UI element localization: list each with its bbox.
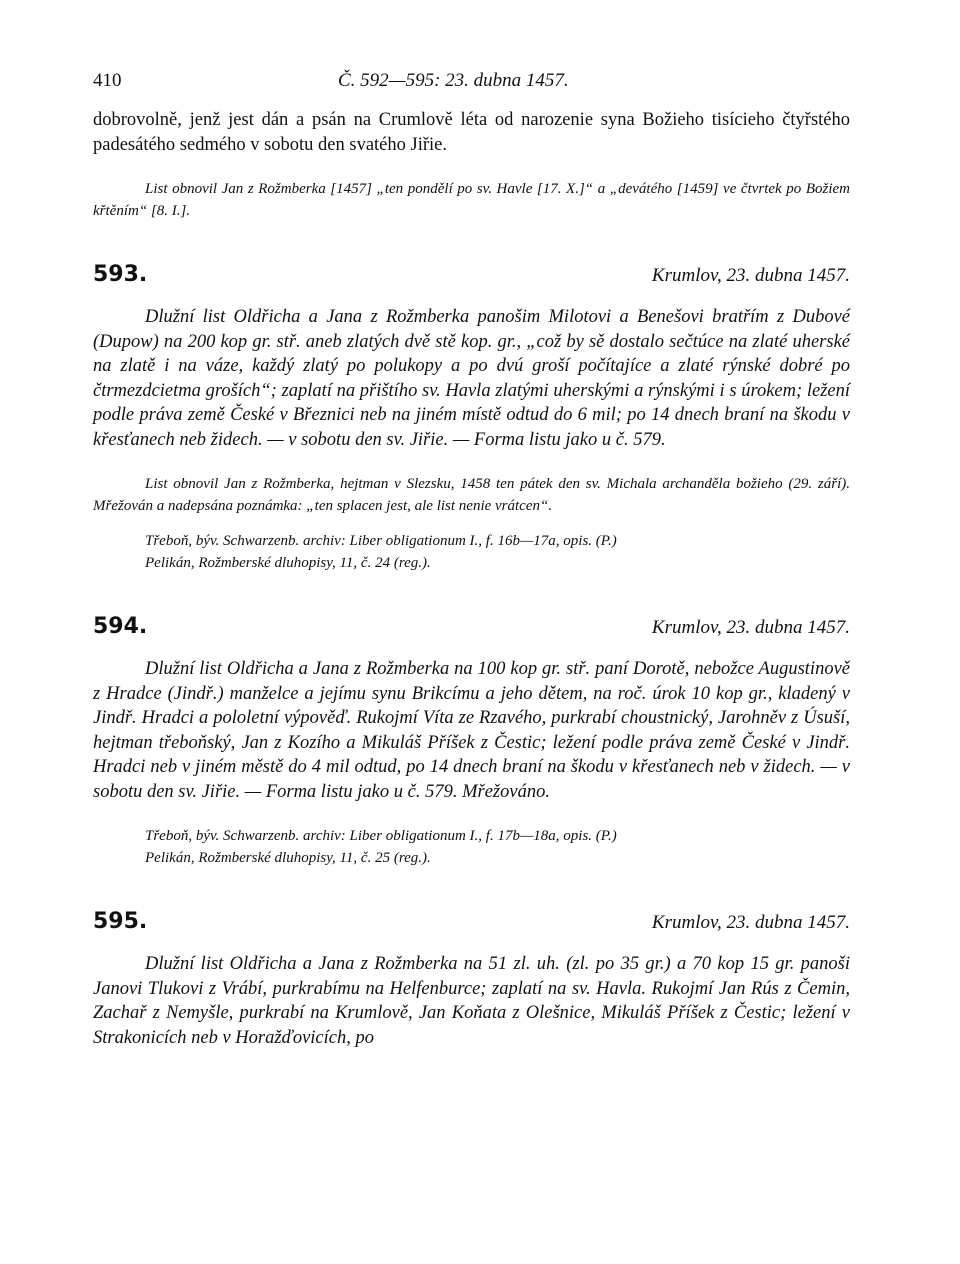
entry-593-regest: Dlužní list Oldřicha a Jana z Rožmberka panošim Milotovi a Benešovi bratřím z Dubové (Dupow) na 200 kop gr. stř. aneb zlatých dvě stě kop. gr., „což by sě dostalo sečtúce na zlaté uherské na zlatě i na váze, každý zlatý po polukopy a po dvú groší počítajíce a zlaté rýnské dobré po čtrmezdcietma groších“; zaplatí na přištího sv. Havla zlatými uherskými a rýnskými i s úrokem; ležení podle práva země České v Březnici neb na jiném místě odtud do 6 mil; po 14 dnech braní na škodu v křesťanech neb židech. — v sobotu den sv. Jiřie. — Forma listu jako u č. 579. xyxy=(93,307,850,450)
entry-594-regest: Dlužní list Oldřicha a Jana z Rožmberka na 100 kop gr. stř. paní Dorotě, nebožce Augustinově z Hradce (Jindř.) manželce a jejímu synu Brikcímu a jeho dětem, na roč. úrok 10 kop gr., kladený v Jindř. Hradci a pololetní výpověď. Rukojmí Víta ze Rzavého, purkrabí choustnický, Jarohněv z Úsuší, hejtman třeboňský, Jan z Kozího a Mikuláš Příšek z Čestic; ležení podle práva země České v Jindř. Hradci neb v jiném městě do 4 mil odtud, po 14 dnech braní na škodu v křesťanech neb v židech. — v sobotu den sv. Jiřie. — Forma listu jako u č. 579. Mřežováno. xyxy=(93,659,850,802)
entry-593-source: Třeboň, býv. Schwarzenb. archiv: Liber obligationum I., f. 16b—17a, opis. (P.) xyxy=(145,533,617,549)
entry-595-regest: Dlužní list Oldřicha a Jana z Rožmberka na 51 zl. uh. (zl. po 35 gr.) a 70 kop 15 gr. panoši Janovi Tlukovi z Vrábí, purkrabímu na Helfenburce; zaplatí na sv. Havla. Rukojmí Jan Rús z Čemin, Zachař z Nemyšle, purkrabí na Krumlově, Jan Koňata z Olešnice, Mikuláš Příšek z Čestic; ležení v Strakonicích neb v Horažďovicích, po xyxy=(93,954,850,1048)
entry-number: 593. xyxy=(93,262,148,287)
intro-text: dobrovolně, jenž jest dán a psán na Crumlově léta od narozenie syna Božieho tisícieho čtyřstého padesátého sedmého v sobotu den svatého Jiřie. xyxy=(93,110,850,155)
entry-593-heading xyxy=(93,262,850,287)
entry-594-literature: Pelikán, Rožmberské dluhopisy, 11, č. 25 (reg.). xyxy=(145,849,431,866)
entry-place-date: Krumlov, 23. dubna 1457. xyxy=(651,912,850,933)
entry-594-heading xyxy=(93,614,850,639)
entry-place-date: Krumlov, 23. dubna 1457. xyxy=(651,265,850,286)
entry-number: 594. xyxy=(93,614,148,639)
page-header xyxy=(93,70,850,100)
entry-594-source: Třeboň, býv. Schwarzenb. archiv: Liber obligationum I., f. 17b—18a, opis. (P.) xyxy=(145,828,617,844)
page-number: 410 xyxy=(93,70,122,91)
entry-number: 595. xyxy=(93,909,148,934)
intro-note: List obnovil Jan z Rožmberka [1457] „ten pondělí po sv. Havle [17. X.]“ a „devátého [1459] ve čtvrtek po Božiem křtěním“ [8. I.]. xyxy=(93,181,850,219)
entry-593-note: List obnovil Jan z Rožmberka, hejtman v Slezsku, 1458 ten pátek den sv. Michala archanděla božieho (29. září). Mřežován a nadepsána poznámka: „ten splacen jest, ale list nenie vrátcen“. xyxy=(93,476,850,514)
entry-595-heading xyxy=(93,909,850,934)
running-head: Č. 592—595: 23. dubna 1457. xyxy=(338,70,569,91)
entry-593-literature: Pelikán, Rožmberské dluhopisy, 11, č. 24 (reg.). xyxy=(145,554,431,571)
entry-place-date: Krumlov, 23. dubna 1457. xyxy=(651,617,850,638)
